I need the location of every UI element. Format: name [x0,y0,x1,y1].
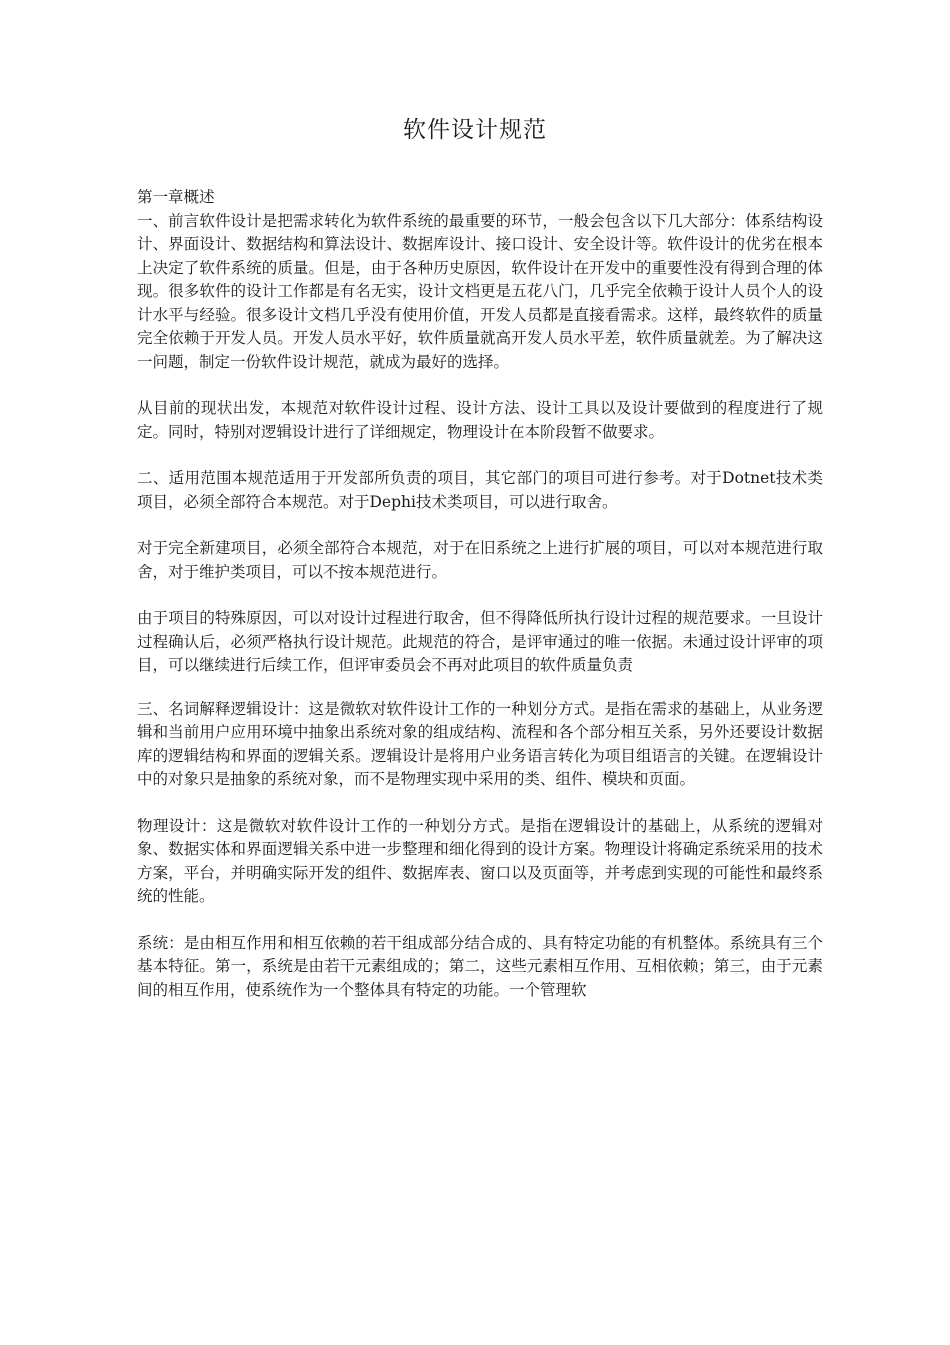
paragraph-logical-design: 三、名词解释逻辑设计：这是微软对软件设计工作的一种划分方式。是指在需求的基础上，从业务逻辑和当前用户应用环境中抽象出系统对象的组成结构、流程和各个部分相互关系，另外还要设计数据库的逻辑结构和界面的逻辑关系。逻辑设计是将用户业务语言转化为项目组语言的关键。在逻辑设计中的对象只是抽象的系统对象，而不是物理实现中采用的类、组件、模块和页面。 [137,699,823,788]
document-body [137,186,823,1002]
paragraph-current-status: 从目前的现状出发，本规范对软件设计过程、设计方法、设计工具以及设计要做到的程度进行了规定。同时，特别对逻辑设计进行了详细规定，物理设计在本阶段暂不做要求。 [137,399,823,441]
paragraph-special-reasons: 由于项目的特殊原因，可以对设计过程进行取舍，但不得降低所执行设计过程的规范要求。一旦设计过程确认后，必须严格执行设计规范。此规范的符合，是评审通过的唯一依据。未通过设计评审的项目，可以继续进行后续工作，但评审委员会不再对此项目的软件质量负责 [137,609,823,674]
document-title: 软件设计规范 [403,117,547,143]
paragraph-preface: 一、前言软件设计是把需求转化为软件系统的最重要的环节，一般会包含以下几大部分：体系结构设计、界面设计、数据结构和算法设计、数据库设计、接口设计、安全设计等。软件设计的优劣在根本上决定了软件系统的质量。但是，由于各种历史原因，软件设计在开发中的重要性没有得到合理的体现。很多软件的设计工作都是有名无实，设计文档更是五花八门，几乎完全依赖于设计人员个人的设计水平与经验。很多设计文档几乎没有使用价值，开发人员都是直接看需求。这样，最终软件的质量完全依赖于开发人员。开发人员水平好，软件质量就高开发人员水平差，软件质量就差。为了解决这一问题，制定一份软件设计规范，就成为最好的选择。 [137,211,823,371]
paragraph-new-projects: 对于完全新建项目，必须全部符合本规范，对于在旧系统之上进行扩展的项目，可以对本规范进行取舍，对于维护类项目，可以不按本规范进行。 [137,539,823,581]
paragraph-physical-design: 物理设计：这是微软对软件设计工作的一种划分方式。是指在逻辑设计的基础上，从系统的逻辑对象、数据实体和界面逻辑关系中进一步整理和细化得到的设计方案。物理设计将确定系统采用的技术方案，平台，并明确实际开发的组件、数据库表、窗口以及页面等，并考虑到实现的可能性和最终系统的性能。 [137,816,823,905]
paragraph-system: 系统：是由相互作用和相互依赖的若干组成部分结合成的、具有特定功能的有机整体。系统具有三个基本特征。第一，系统是由若干元素组成的；第二，这些元素相互作用、互相依赖；第三，由于元素间的相互作用，使系统作为一个整体具有特定的功能。一个管理软 [137,933,823,999]
chapter-heading: 第一章概述 [137,188,215,206]
paragraph-scope: 二、适用范围本规范适用于开发部所负责的项目，其它部门的项目可进行参考。对于Dotnet技术类项目，必须全部符合本规范。对于Dephi技术类项目，可以进行取舍。 [137,469,823,511]
